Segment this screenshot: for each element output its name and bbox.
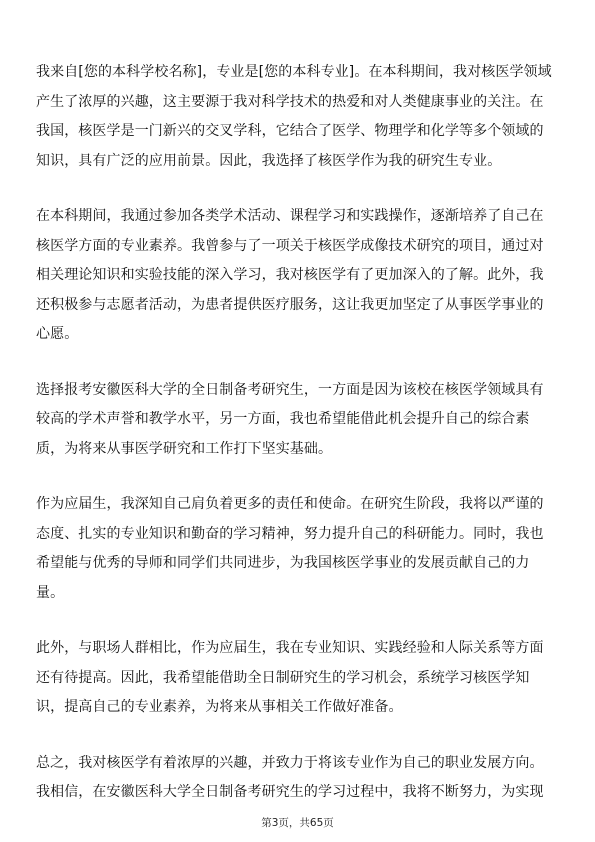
text-line: 我国，核医学是一门新兴的交叉学科，它结合了医学、物理学和化学等多个领域的 [36,123,544,139]
text-line: 还积极参与志愿者活动，为患者提供医疗服务，这让我更加坚定了从事医学事业的 [36,296,544,313]
text-line: 此外，与职场人群相比，作为应届生，我在专业知识、实践经验和人际关系等方面 [36,640,544,656]
text-line: 我来自[您的本科学校名称]，专业是[您的本科专业]。在本科期间，我对核医学领域 [36,64,552,80]
text-line: 产生了浓厚的兴趣，这主要源于我对科学技术的热爱和对人类健康事业的关注。在 [36,93,544,110]
text-line: 态度、扎实的专业知识和勤奋的学习精神，努力提升自己的科研能力。同时，我也 [36,525,544,542]
paragraph-4 [36,490,562,608]
text-line: 我相信，在安徽医科大学全日制备考研究生的学习过程中，我将不断努力，为实现 [36,784,544,800]
paragraph-1 [36,58,562,176]
paragraph-6 [36,749,562,808]
paragraph-5 [36,634,562,723]
text-line: 识，提高自己的专业素养，为将来从事相关工作做好准备。 [36,699,403,715]
document-body [36,58,562,834]
paragraph-3 [36,376,562,465]
text-line: 量。 [36,584,65,601]
text-line: 知识，具有广泛的应用前景。因此，我选择了核医学作为我的研究生专业。 [36,152,502,169]
paragraph-2 [36,202,562,350]
text-line: 在本科期间，我通过参加各类学术活动、课程学习和实践操作，逐渐培养了自己在 [36,208,544,224]
page-number-footer: 第3页，共65页 [261,817,334,829]
text-line: 相关理论知识和实验技能的深入学习，我对核医学有了更加深入的了解。此外，我 [36,267,544,283]
text-line: 质，为将来从事医学研究和工作打下坚实基础。 [36,440,333,457]
text-line: 作为应届生，我深知自己肩负着更多的责任和使命。在研究生阶段，我将以严谨的 [36,496,544,512]
text-line: 希望能与优秀的导师和同学们共同进步，为我国核医学事业的发展贡献自己的力 [36,555,530,571]
text-line: 总之，我对核医学有着浓厚的兴趣，并致力于将该专业作为自己的职业发展方向。 [36,754,544,771]
text-line: 还有待提高。因此，我希望能借助全日制研究生的学习机会，系统学习核医学知 [36,669,530,686]
text-line: 较高的学术声誉和教学水平，另一方面，我也希望能借此机会提升自己的综合素 [36,411,530,427]
text-line: 选择报考安徽医科大学的全日制备考研究生，一方面是因为该校在核医学领域具有 [36,381,544,398]
text-line: 心愿。 [36,326,79,342]
text-line: 核医学方面的专业素养。我曾参与了一项关于核医学成像技术研究的项目，通过对 [36,237,544,254]
